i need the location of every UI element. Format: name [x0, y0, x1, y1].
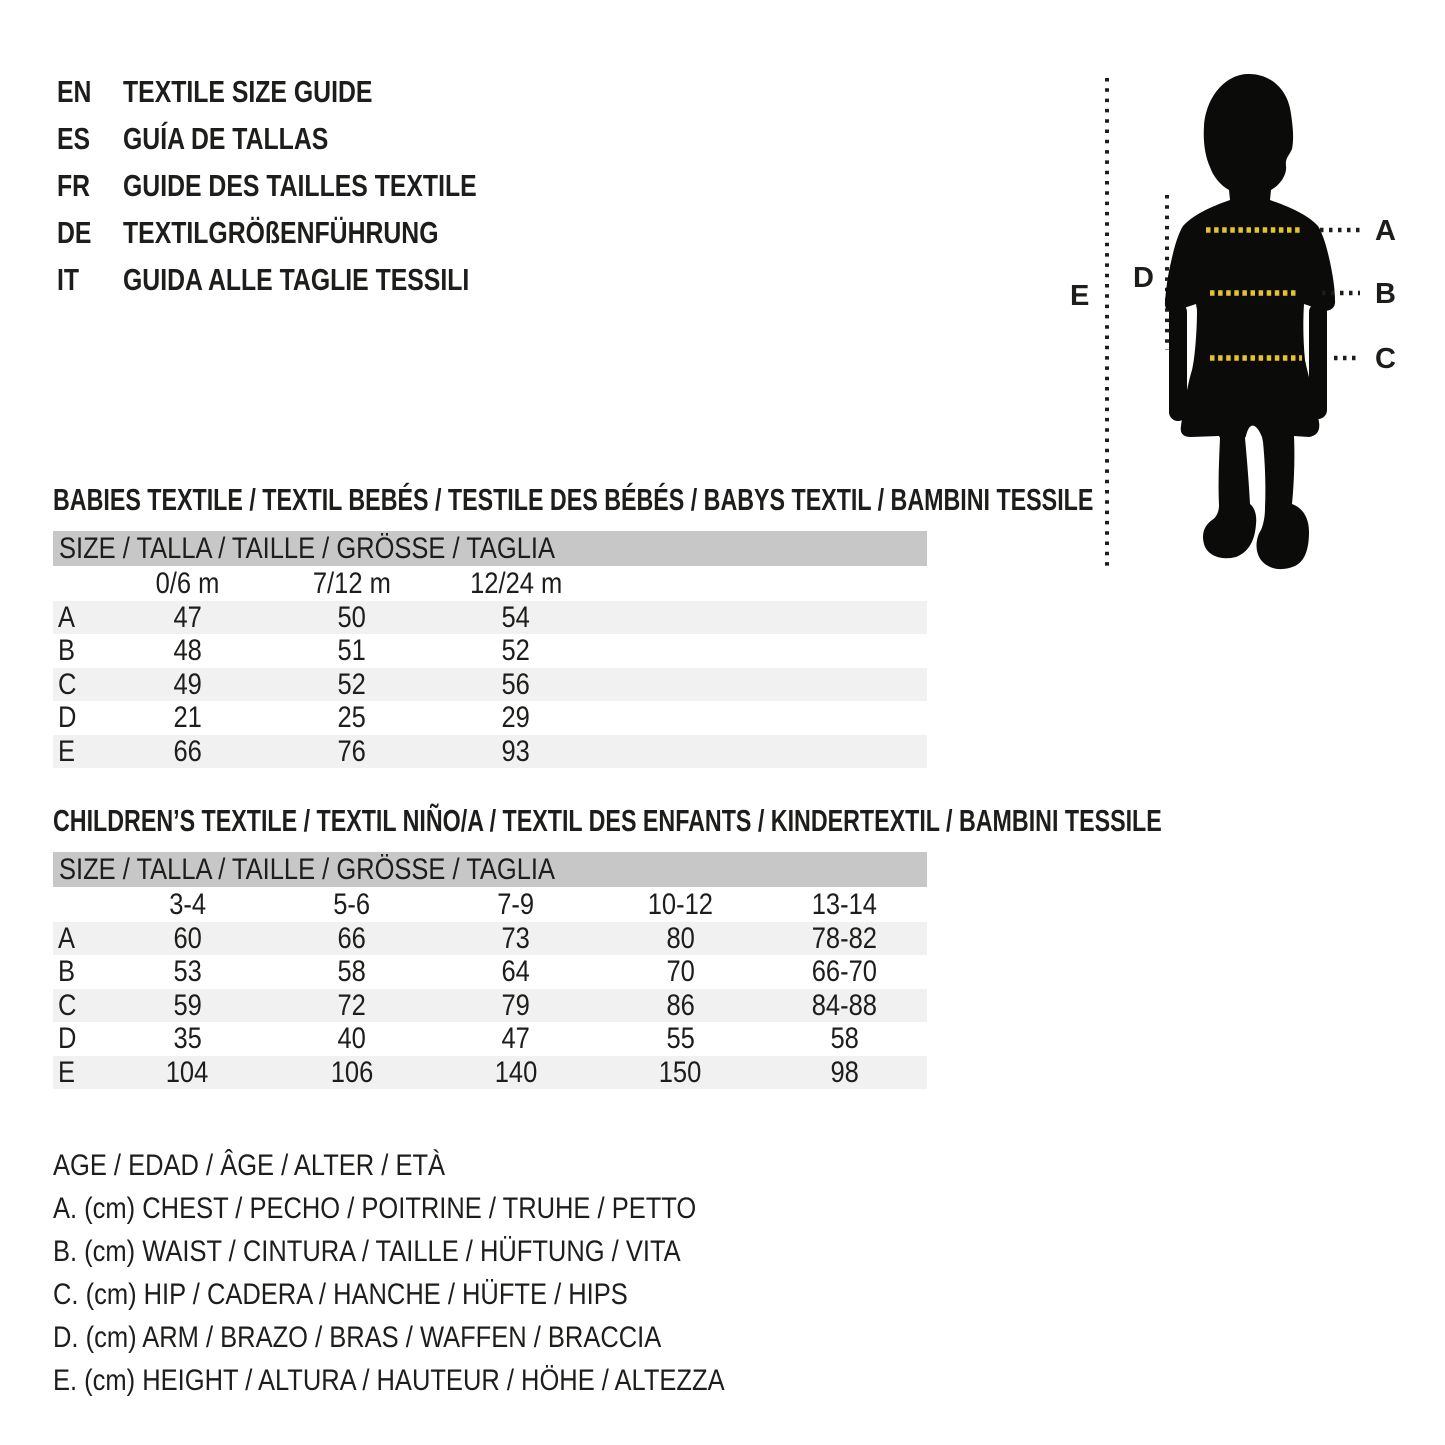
guide-title-es: GUÍA DE TALLAS [123, 120, 329, 156]
table-cell: 40 [337, 1022, 366, 1056]
column-header: 7-9 [497, 888, 535, 921]
column-header: 7/12 m [312, 567, 391, 600]
language-row-en [57, 68, 565, 115]
table-cell: 73 [501, 922, 531, 955]
children-section-title: CHILDREN’S TEXTILE / TEXTIL NIÑO/A / TEXTIL DES ENFANTS / KINDERTEXTIL / BAMBINI TESSILE [53, 803, 1162, 838]
table-cell: 53 [173, 955, 202, 989]
table-cell: 150 [659, 1055, 702, 1089]
table-row [53, 701, 927, 734]
table-cell: 59 [173, 988, 202, 1022]
table-cell: 98 [830, 1055, 859, 1089]
legend-age: AGE / EDAD / ÂGE / ALTER / ETÀ [53, 1149, 446, 1182]
language-row-fr [57, 162, 565, 209]
legend-height: E. (cm) HEIGHT / ALTURA / HAUTEUR / HÖHE / ALTEZZA [53, 1364, 725, 1397]
table-cell: 84-88 [812, 988, 878, 1022]
table-row [53, 1056, 927, 1089]
language-code: EN [57, 73, 92, 109]
guide-title-de: TEXTILGRÖßENFÜHRUNG [123, 214, 439, 250]
table-row [53, 1022, 927, 1055]
babies-size-table [53, 531, 927, 768]
babies-column-headers [53, 566, 927, 601]
table-row [53, 922, 927, 955]
table-cell: 51 [337, 634, 366, 668]
table-cell: 49 [173, 667, 202, 701]
measure-label-c: C [1375, 343, 1396, 375]
table-cell: 56 [501, 667, 531, 701]
table-row [53, 634, 927, 667]
guide-title-fr: GUIDE DES TAILLES TEXTILE [123, 167, 477, 203]
row-label: A [58, 601, 76, 634]
table-row [53, 735, 927, 768]
table-cell: 52 [501, 634, 531, 668]
table-cell: 58 [830, 1022, 859, 1056]
measurement-legend [53, 1144, 843, 1402]
measure-label-a: A [1375, 215, 1396, 247]
language-row-de [57, 209, 565, 256]
table-cell: 79 [501, 988, 531, 1022]
guide-title-en: TEXTILE SIZE GUIDE [123, 73, 373, 109]
table-cell: 78-82 [812, 922, 878, 955]
table-cell: 58 [337, 955, 366, 989]
table-cell: 80 [666, 922, 695, 955]
table-cell: 55 [666, 1022, 695, 1056]
column-header: 13-14 [812, 888, 878, 921]
row-label: E [58, 734, 76, 768]
row-label: D [58, 701, 77, 735]
guide-title-it: GUIDA ALLE TAGLIE TESSILI [123, 261, 470, 297]
table-row [53, 601, 927, 634]
column-header: 10-12 [647, 888, 713, 921]
row-label: B [58, 634, 76, 668]
babies-size-header-bar: SIZE / TALLA / TAILLE / GRÖSSE / TAGLIA [53, 531, 927, 566]
column-header: 3-4 [168, 888, 206, 921]
column-header: 0/6 m [155, 567, 220, 600]
row-label: C [58, 988, 77, 1022]
row-label: A [58, 922, 76, 955]
table-cell: 66-70 [812, 955, 878, 989]
measure-label-b: B [1375, 278, 1396, 310]
language-row-it [57, 256, 565, 303]
table-cell: 106 [330, 1055, 373, 1089]
column-header: 12/24 m [469, 567, 563, 600]
table-cell: 104 [165, 1055, 209, 1089]
table-cell: 66 [337, 922, 366, 955]
table-cell: 70 [666, 955, 695, 989]
row-label: D [58, 1022, 77, 1056]
table-cell: 54 [501, 601, 531, 634]
table-cell: 47 [501, 1022, 531, 1056]
babies-section-title: BABIES TEXTILE / TEXTIL BEBÉS / TESTILE DES BÉBÉS / BABYS TEXTIL / BAMBINI TESSILE [53, 482, 1094, 517]
children-size-table [53, 852, 927, 1089]
measure-label-e: E [1070, 280, 1090, 312]
language-code: ES [57, 120, 91, 156]
legend-hip: C. (cm) HIP / CADERA / HANCHE / HÜFTE / HIPS [53, 1278, 628, 1311]
row-label: C [58, 667, 77, 701]
table-cell: 86 [666, 988, 695, 1022]
table-cell: 60 [173, 922, 202, 955]
table-row [53, 668, 927, 701]
table-cell: 29 [501, 701, 531, 735]
table-row [53, 989, 927, 1022]
table-cell: 50 [337, 601, 366, 634]
legend-arm: D. (cm) ARM / BRAZO / BRAS / WAFFEN / BRACCIA [53, 1321, 662, 1354]
row-label: E [58, 1055, 76, 1089]
language-code: FR [57, 167, 91, 203]
table-cell: 35 [173, 1022, 202, 1056]
children-size-header-bar: SIZE / TALLA / TAILLE / GRÖSSE / TAGLIA [53, 852, 927, 887]
children-column-headers [53, 887, 927, 922]
table-cell: 93 [501, 734, 531, 768]
table-cell: 52 [337, 667, 366, 701]
table-cell: 47 [173, 601, 202, 634]
language-code: IT [57, 261, 80, 297]
column-header: 5-6 [333, 888, 371, 921]
table-cell: 21 [173, 701, 202, 735]
table-cell: 48 [173, 634, 202, 668]
table-cell: 72 [337, 988, 366, 1022]
legend-waist: B. (cm) WAIST / CINTURA / TAILLE / HÜFTUNG / VITA [53, 1235, 681, 1268]
language-row-es [57, 115, 565, 162]
table-cell: 64 [501, 955, 531, 989]
legend-chest: A. (cm) CHEST / PECHO / POITRINE / TRUHE / PETTO [53, 1192, 697, 1225]
table-row [53, 955, 927, 988]
table-cell: 140 [494, 1055, 538, 1089]
table-cell: 76 [337, 734, 366, 768]
language-code: DE [57, 214, 92, 250]
left-arm [1169, 303, 1187, 421]
row-label: B [58, 955, 76, 989]
right-arm [1309, 303, 1327, 419]
measure-label-d: D [1133, 262, 1154, 294]
table-cell: 66 [173, 734, 202, 768]
language-header [57, 68, 565, 303]
table-cell: 25 [337, 701, 366, 735]
